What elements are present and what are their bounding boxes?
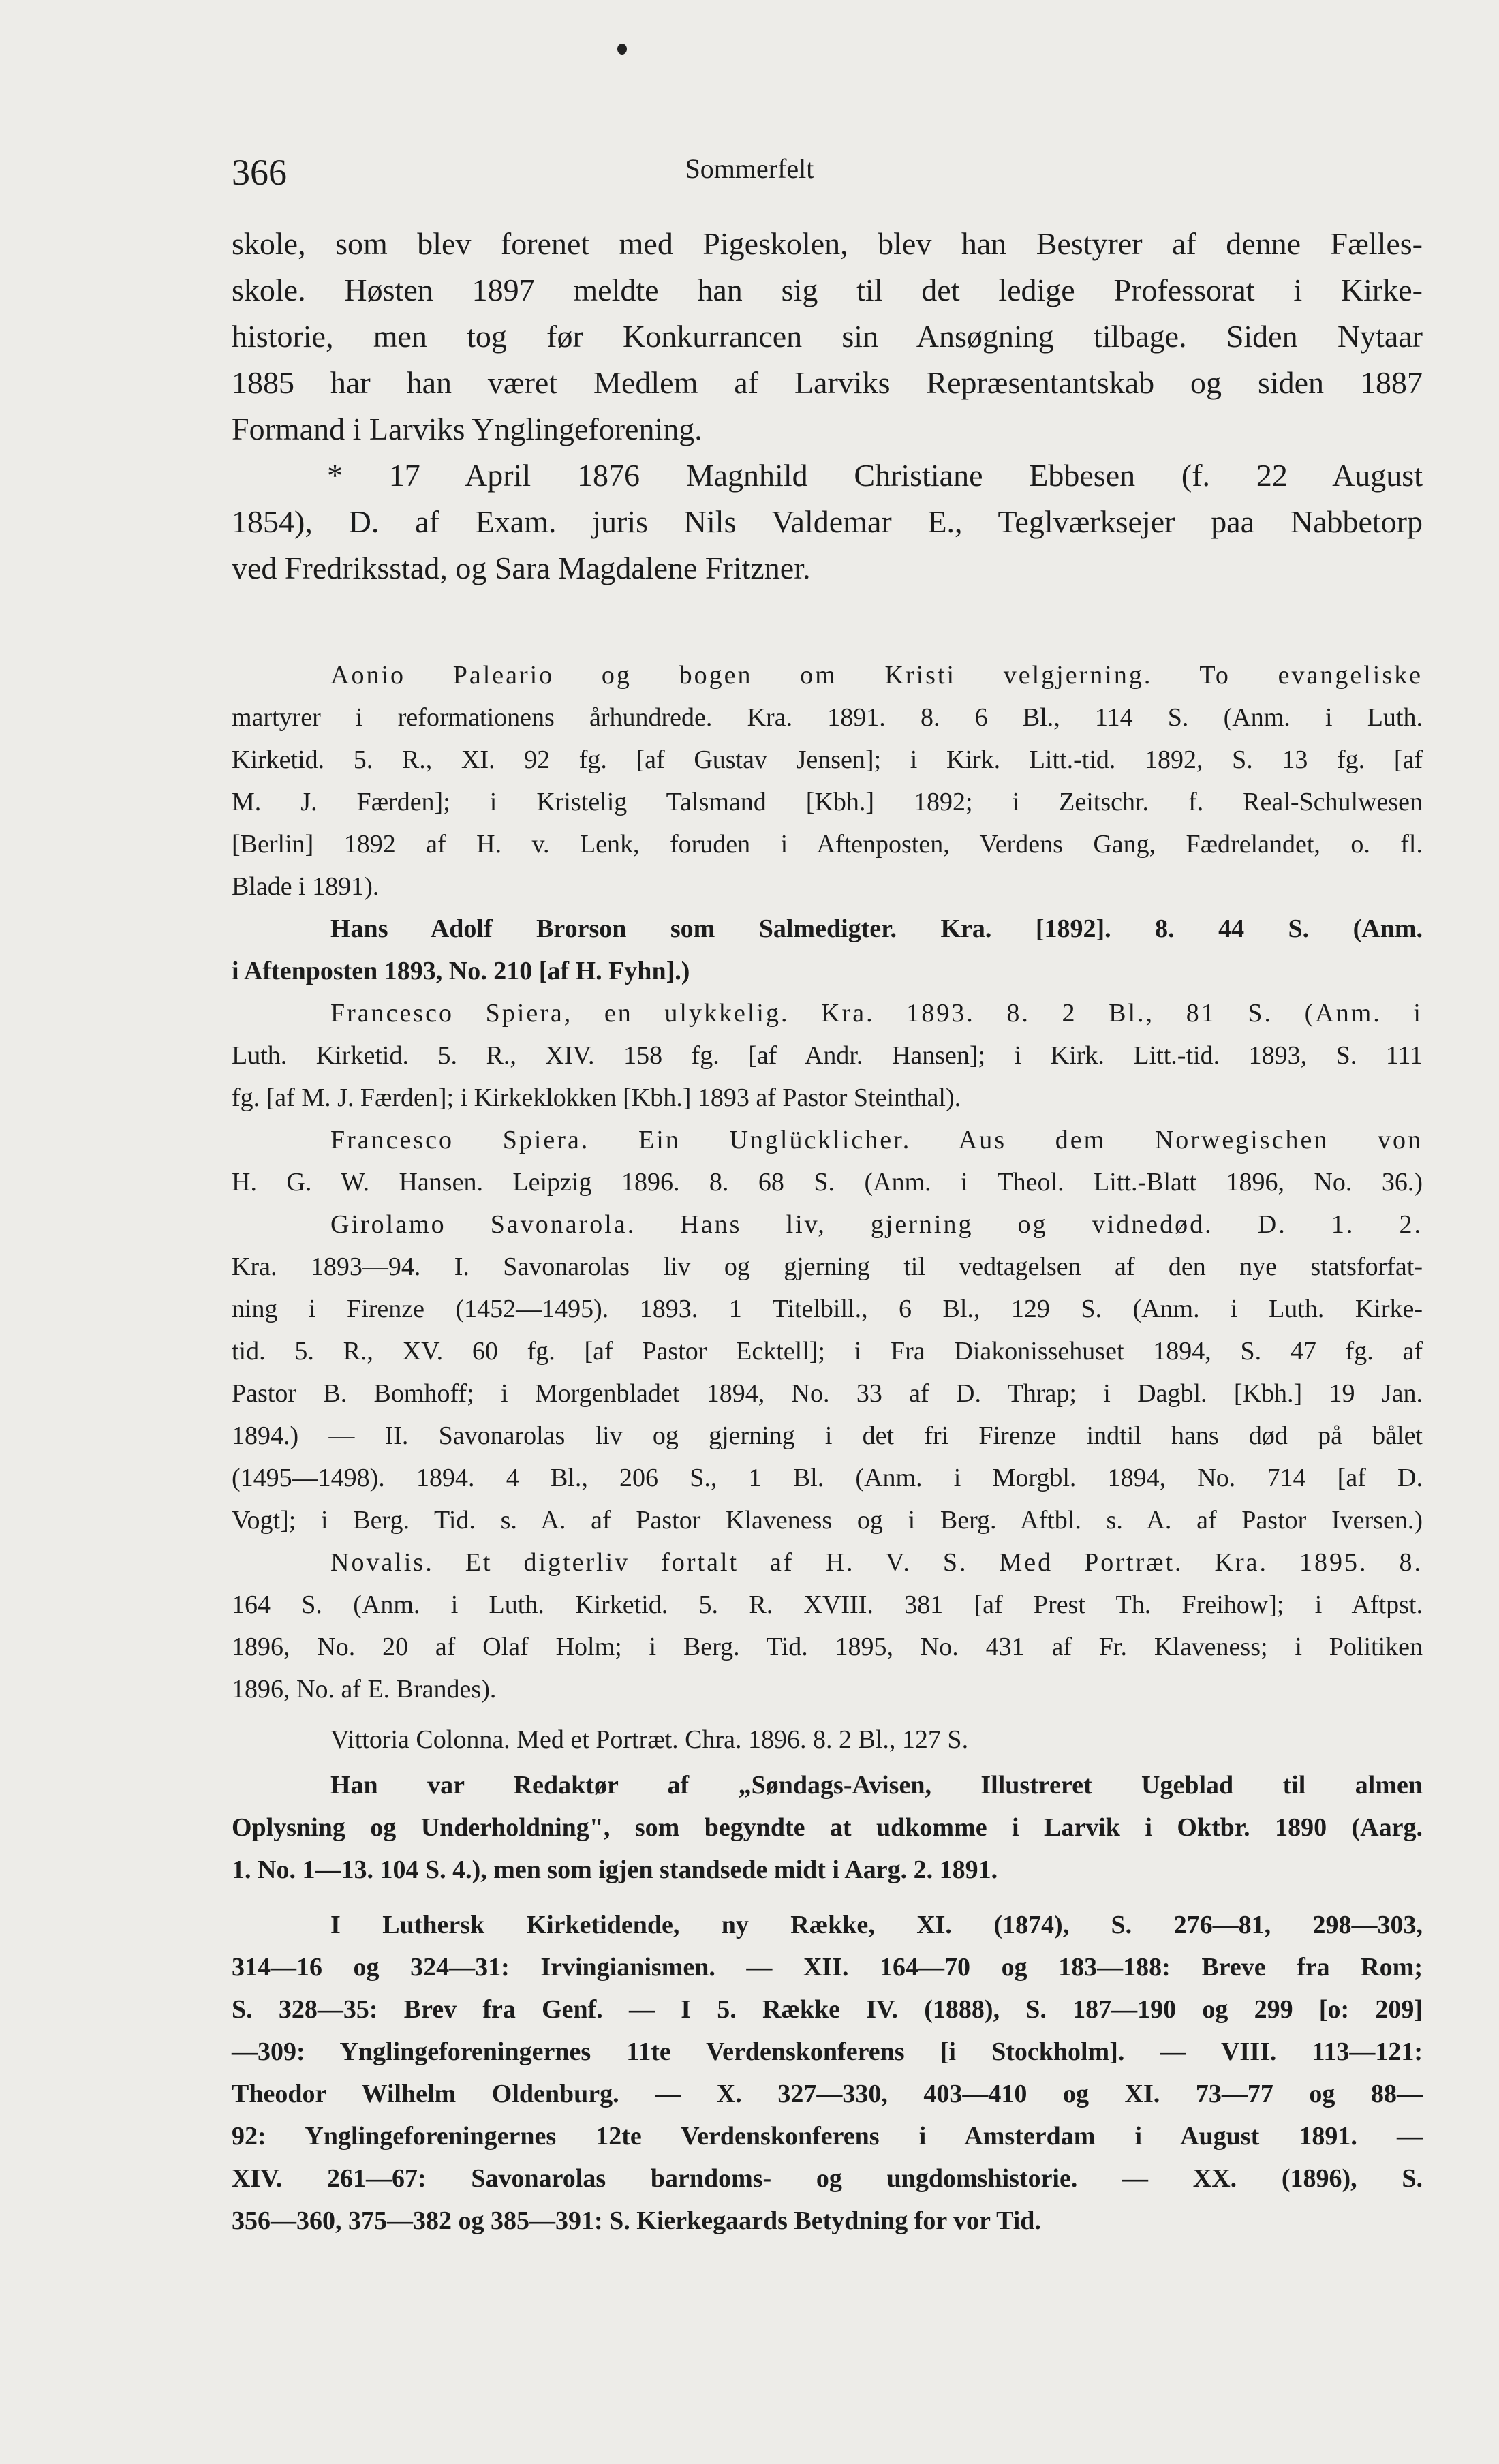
- text-line: tid. 5. R., XV. 60 fg. [af Pastor Ecktell]; i Fra Diakonissehuset 1894, S. 47 fg. af: [232, 1337, 1423, 1366]
- text-line: [Berlin] 1892 af H. v. Lenk, foruden i Aftenposten, Verdens Gang, Fædrelandet, o. fl.: [232, 830, 1423, 859]
- text-line: Pastor B. Bomhoff; i Morgenbladet 1894, No. 33 af D. Thrap; i Dagbl. [Kbh.] 19 Jan.: [232, 1379, 1423, 1408]
- text-line: 1885 har han været Medlem af Larviks Repræsentantskab og siden 1887: [232, 365, 1423, 400]
- text-line: I Luthersk Kirketidende, ny Række, XI. (1874), S. 276—81, 298—303,: [330, 1911, 1423, 1939]
- text-line: 1894.) — II. Savonarolas liv og gjerning i det fri Firenze indtil hans død på bålet: [232, 1421, 1423, 1450]
- text-line: (1495—1498). 1894. 4 Bl., 206 S., 1 Bl. (Anm. i Morgbl. 1894, No. 714 [af D.: [232, 1464, 1423, 1492]
- text-line: Vogt]; i Berg. Tid. s. A. af Pastor Klaveness og i Berg. Aftbl. s. A. af Pastor Iversen.): [232, 1506, 1423, 1535]
- bibliography-entry-title: Francesco Spiera. Ein Unglücklicher. Aus dem Norwegischen von: [330, 1126, 1423, 1154]
- text-line: Oplysning og Underholdning", som begyndte at udkomme i Larvik i Oktbr. 1890 (Aarg.: [232, 1813, 1423, 1842]
- marriage-line: * 17 April 1876 Magnhild Christiane Ebbesen (f. 22 August: [327, 458, 1423, 493]
- text-line: fg. [af M. J. Færden]; i Kirkeklokken [Kbh.] 1893 af Pastor Steinthal).: [232, 1083, 961, 1112]
- text-line: S. 328—35: Brev fra Genf. — I 5. Række IV. (1888), S. 187—190 og 299 [o: 209]: [232, 1995, 1423, 2024]
- text-line: martyrer i reformationens århundrede. Kra. 1891. 8. 6 Bl., 114 S. (Anm. i Luth.: [232, 703, 1423, 732]
- bibliography-entry-title: Aonio Paleario og bogen om Kristi velgjerning. To evangeliske: [330, 661, 1423, 690]
- text-line: skole, som blev forenet med Pigeskolen, blev han Bestyrer af denne Fælles-: [232, 226, 1423, 261]
- bibliography-entry-title: Francesco Spiera, en ulykkelig. Kra. 1893. 8. 2 Bl., 81 S. (Anm. i: [330, 999, 1423, 1028]
- text-line: Han var Redaktør af „Søndags-Avisen, Illustreret Ugeblad til almen: [330, 1771, 1423, 1800]
- bibliography-entry-title: Hans Adolf Brorson som Salmedigter. Kra. [1892]. 8. 44 S. (Anm.: [330, 914, 1423, 943]
- running-title: Sommerfelt: [685, 153, 814, 184]
- text-line: H. G. W. Hansen. Leipzig 1896. 8. 68 S. (Anm. i Theol. Litt.-Blatt 1896, No. 36.): [232, 1168, 1423, 1197]
- text-line: 1854), D. af Exam. juris Nils Valdemar E., Teglværksejer paa Nabbetorp: [232, 504, 1423, 539]
- text-line: Luth. Kirketid. 5. R., XIV. 158 fg. [af Andr. Hansen]; i Kirk. Litt.-tid. 1893, S. 111: [232, 1041, 1423, 1070]
- text-line: 1896, No. 20 af Olaf Holm; i Berg. Tid. 1895, No. 431 af Fr. Klaveness; i Politiken: [232, 1633, 1423, 1661]
- text-line: 356—360, 375—382 og 385—391: S. Kierkegaards Betydning for vor Tid.: [232, 2206, 1041, 2235]
- ink-speck: [617, 44, 627, 55]
- bibliography-entry-title: Vittoria Colonna. Med et Portræt. Chra. 1896. 8. 2 Bl., 127 S.: [330, 1725, 969, 1754]
- text-line: historie, men tog før Konkurrancen sin Ansøgning tilbage. Siden Nytaar: [232, 319, 1423, 354]
- page-number: 366: [232, 152, 287, 193]
- text-line: Theodor Wilhelm Oldenburg. — X. 327—330, 403—410 og XI. 73—77 og 88—: [232, 2080, 1423, 2108]
- text-line: i Aftenposten 1893, No. 210 [af H. Fyhn].): [232, 957, 690, 985]
- text-line: 164 S. (Anm. i Luth. Kirketid. 5. R. XVIII. 381 [af Prest Th. Freihow]; i Aftpst.: [232, 1590, 1423, 1619]
- text-line: ning i Firenze (1452—1495). 1893. 1 Titelbill., 6 Bl., 129 S. (Anm. i Luth. Kirke-: [232, 1295, 1423, 1323]
- text-line: 92: Ynglingeforeningernes 12te Verdenskonferens i Amsterdam i August 1891. —: [232, 2122, 1423, 2151]
- text-line: 314—16 og 324—31: Irvingianismen. — XII. 164—70 og 183—188: Breve fra Rom;: [232, 1953, 1423, 1982]
- text-line: 1896, No. af E. Brandes).: [232, 1675, 497, 1704]
- text-line: 1. No. 1—13. 104 S. 4.), men som igjen standsede midt i Aarg. 2. 1891.: [232, 1855, 998, 1884]
- text-line: Kirketid. 5. R., XI. 92 fg. [af Gustav Jensen]; i Kirk. Litt.-tid. 1892, S. 13 fg. [af: [232, 745, 1423, 774]
- bibliography-entry-title: Girolamo Savonarola. Hans liv, gjerning og vidnedød. D. 1. 2.: [330, 1210, 1423, 1239]
- text-line: skole. Høsten 1897 meldte han sig til det ledige Professorat i Kirke-: [232, 273, 1423, 307]
- text-line: Kra. 1893—94. I. Savonarolas liv og gjerning til vedtagelsen af den nye statsforfat-: [232, 1252, 1423, 1281]
- text-line: M. J. Færden]; i Kristelig Talsmand [Kbh.] 1892; i Zeitschr. f. Real-Schulwesen: [232, 788, 1423, 816]
- text-line: —309: Ynglingeforeningernes 11te Verdenskonferens [i Stockholm]. — VIII. 113—121:: [232, 2037, 1423, 2066]
- text-line: ved Fredriksstad, og Sara Magdalene Fritzner.: [232, 551, 811, 585]
- text-line: Formand i Larviks Ynglingeforening.: [232, 412, 702, 446]
- bibliography-entry-title: Novalis. Et digterliv fortalt af H. V. S. Med Portræt. Kra. 1895. 8.: [330, 1548, 1423, 1577]
- text-line: XIV. 261—67: Savonarolas barndoms- og ungdomshistorie. — XX. (1896), S.: [232, 2164, 1423, 2193]
- text-line: Blade i 1891).: [232, 872, 380, 901]
